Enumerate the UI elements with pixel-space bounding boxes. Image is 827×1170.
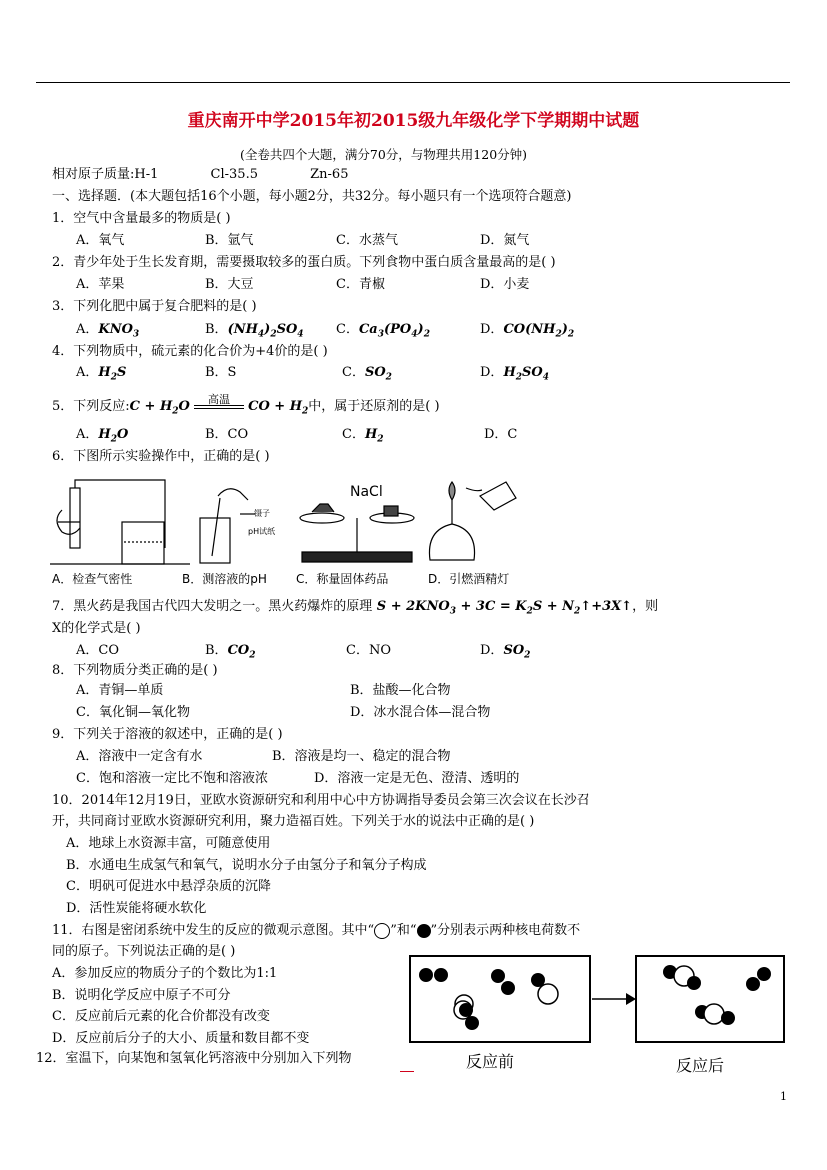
- lab-d-drawing: [429, 482, 516, 560]
- q12-stem: 12．室温下，向某饱和氢氧化钙溶液中分别加入下列物: [36, 1051, 352, 1066]
- q8-stem: 8．下列物质分类正确的是( ): [52, 663, 218, 678]
- q2-stem: 2．青少年处于生长发育期，需要摄取较多的蛋白质。下列食物中蛋白质含量最高的是( ): [52, 255, 556, 270]
- q2-option-a: A．苹果: [76, 277, 125, 292]
- q11-option-b: B．说明化学反应中原子不可分: [52, 988, 231, 1003]
- page-title: 重庆南开中学2015年初2015级九年级化学下学期期中试题: [187, 111, 640, 131]
- q4-option-a: A．$H_2S$: [76, 365, 127, 383]
- lab-label-a: A．检查气密性: [52, 572, 133, 586]
- q1-stem: 1．空气中含量最多的物质是( ): [52, 211, 231, 226]
- section-heading: 一、选择题．(本大题包括16个小题，每小题2分，共32分。每小题只有一个选项符合题意): [52, 189, 572, 204]
- before-molecules: [419, 968, 558, 1030]
- q10-stem: 10．2014年12月19日，亚欧水资源研究和利用中心中方协调指导委员会第三次会议在长沙召: [52, 793, 590, 808]
- q7-stem2: X的化学式是( ): [52, 621, 141, 636]
- q1-option-b: B．氩气: [205, 233, 254, 248]
- q9-stem: 9．下列关于溶液的叙述中，正确的是( ): [52, 727, 283, 742]
- q7-option-d: D．$SO_2$: [480, 643, 531, 661]
- q9-option-c: C．饱和溶液一定比不饱和溶液浓: [76, 771, 268, 786]
- q8-option-b: B．盐酸—化合物: [350, 683, 451, 698]
- q10-stem2: 开，共同商讨亚欧水资源研究利用，聚力造福百姓。下列关于水的说法中正确的是( ): [52, 814, 535, 829]
- q5-option-b: B．CO: [205, 427, 249, 442]
- q3-option-d: D．$CO(NH_2)_2$: [480, 322, 575, 340]
- header-rule: [36, 82, 790, 83]
- q1-option-d: D．氮气: [480, 233, 530, 248]
- q9-option-d: D．溶液一定是无色、澄清、透明的: [314, 771, 520, 786]
- lab-label-c: C．称量固体药品: [296, 572, 389, 586]
- q5-stem: 5．下列反应:C + $H_2O$ 高温 CO + $H_2$中，属于还原剂的是( ): [52, 392, 440, 417]
- before-box: [410, 956, 590, 1042]
- q7-option-c: C．NO: [346, 643, 391, 658]
- q5-option-a: A．$H_2O$: [76, 427, 129, 445]
- q6-stem: 6．下图所示实验操作中，正确的是( ): [52, 449, 270, 464]
- q8-option-c: C．氧化铜—氧化物: [76, 705, 190, 720]
- after-label: 反应后: [676, 1056, 725, 1075]
- q11-option-a: A．参加反应的物质分子的个数比为1:1: [52, 966, 278, 981]
- q3-stem: 3．下列化肥中属于复合肥料的是( ): [52, 299, 257, 314]
- q3-option-c: C．$Ca_3(PO_4)_2$: [336, 322, 430, 340]
- lab-c-drawing: [300, 504, 414, 562]
- q11-stem2: 同的原子。下列说法正确的是( ): [52, 944, 236, 959]
- reaction-arrow-head: [626, 993, 636, 1005]
- before-label: 反应前: [466, 1052, 515, 1071]
- lab-c-nacl-label: NaCl: [350, 484, 383, 500]
- q1-option-c: C．水蒸气: [336, 233, 398, 248]
- q4-option-c: C．$SO_2$: [342, 365, 392, 383]
- lab-b-drawing: [200, 489, 255, 563]
- q7-option-a: A．CO: [76, 643, 119, 658]
- reaction-diagram: [408, 942, 788, 1082]
- q10-option-b: B．水通电生成氢气和氧气，说明水分子由氢分子和氧分子构成: [66, 858, 427, 873]
- q8-option-a: A．青铜—单质: [76, 683, 164, 698]
- q11-option-c: C．反应前后元素的化合价都没有改变: [52, 1009, 270, 1024]
- lab-b-tag-ph-paper: pH试纸: [248, 527, 276, 536]
- atomic-mass-cl: Cl-35.5: [210, 167, 258, 182]
- q10-option-d: D．活性炭能将硬水软化: [66, 901, 207, 916]
- lab-label-b: B．测溶液的pH: [182, 572, 267, 586]
- red-mark: [400, 1071, 414, 1072]
- subtitle: (全卷共四个大题，满分70分，与物理共用120分钟): [240, 147, 528, 162]
- q3-option-a: A．$KNO_3$: [76, 322, 140, 340]
- q3-option-b: B．$(NH_4)_2SO_4$: [205, 322, 304, 340]
- q4-stem: 4．下列物质中，硫元素的化合价为+4价的是( ): [52, 344, 328, 359]
- q4-option-b: B．S: [205, 365, 237, 380]
- q5-condition: 高温: [207, 392, 230, 406]
- atomic-mass-zn: Zn-65: [310, 167, 349, 182]
- reaction-svg: [408, 942, 788, 1082]
- q2-option-c: C．青椒: [336, 277, 385, 292]
- white-atom-icon: [374, 923, 390, 939]
- lab-b-tag-tweezers: 镊子: [254, 509, 270, 518]
- q5-option-d: D．C: [484, 427, 518, 442]
- lab-a-drawing: [50, 480, 190, 564]
- q11-option-d: D．反应前后分子的大小、质量和数目都不变: [52, 1031, 310, 1046]
- after-molecules: [663, 965, 771, 1025]
- q4-option-d: D．$H_2SO_4$: [480, 365, 549, 383]
- lab-label-d: D．引燃酒精灯: [428, 572, 510, 586]
- q5-option-c: C．$H_2$: [342, 427, 384, 445]
- q11-stem: 11．右图是密闭系统中发生的反应的微观示意图。其中“ ”和“ ”分别表示两种核电荷数不: [52, 923, 581, 938]
- q8-option-d: D．冰水混合体—混合物: [350, 705, 491, 720]
- q9-option-a: A．溶液中一定含有水: [76, 749, 203, 764]
- page-number: 1: [780, 1090, 787, 1103]
- q7-stem: 7．黑火药是我国古代四大发明之一。黑火药爆炸的原理 $S + 2KNO_3 + 3C = K_2S$ + $N_2↑+3X↑$，则: [52, 599, 659, 617]
- q9-option-b: B．溶液是均一、稳定的混合物: [272, 749, 451, 764]
- q1-option-a: A．氧气: [76, 233, 125, 248]
- q10-option-c: C．明矾可促进水中悬浮杂质的沉降: [66, 879, 271, 894]
- atomic-mass-h: 相对原子质量:H-1: [52, 167, 159, 182]
- black-atom-icon: [417, 924, 431, 938]
- q2-option-d: D．小麦: [480, 277, 530, 292]
- atomic-mass: [52, 166, 348, 184]
- q2-option-b: B．大豆: [205, 277, 254, 292]
- q7-option-b: B．$CO_2$: [205, 643, 256, 661]
- q10-option-a: A．地球上水资源丰富，可随意使用: [66, 836, 271, 851]
